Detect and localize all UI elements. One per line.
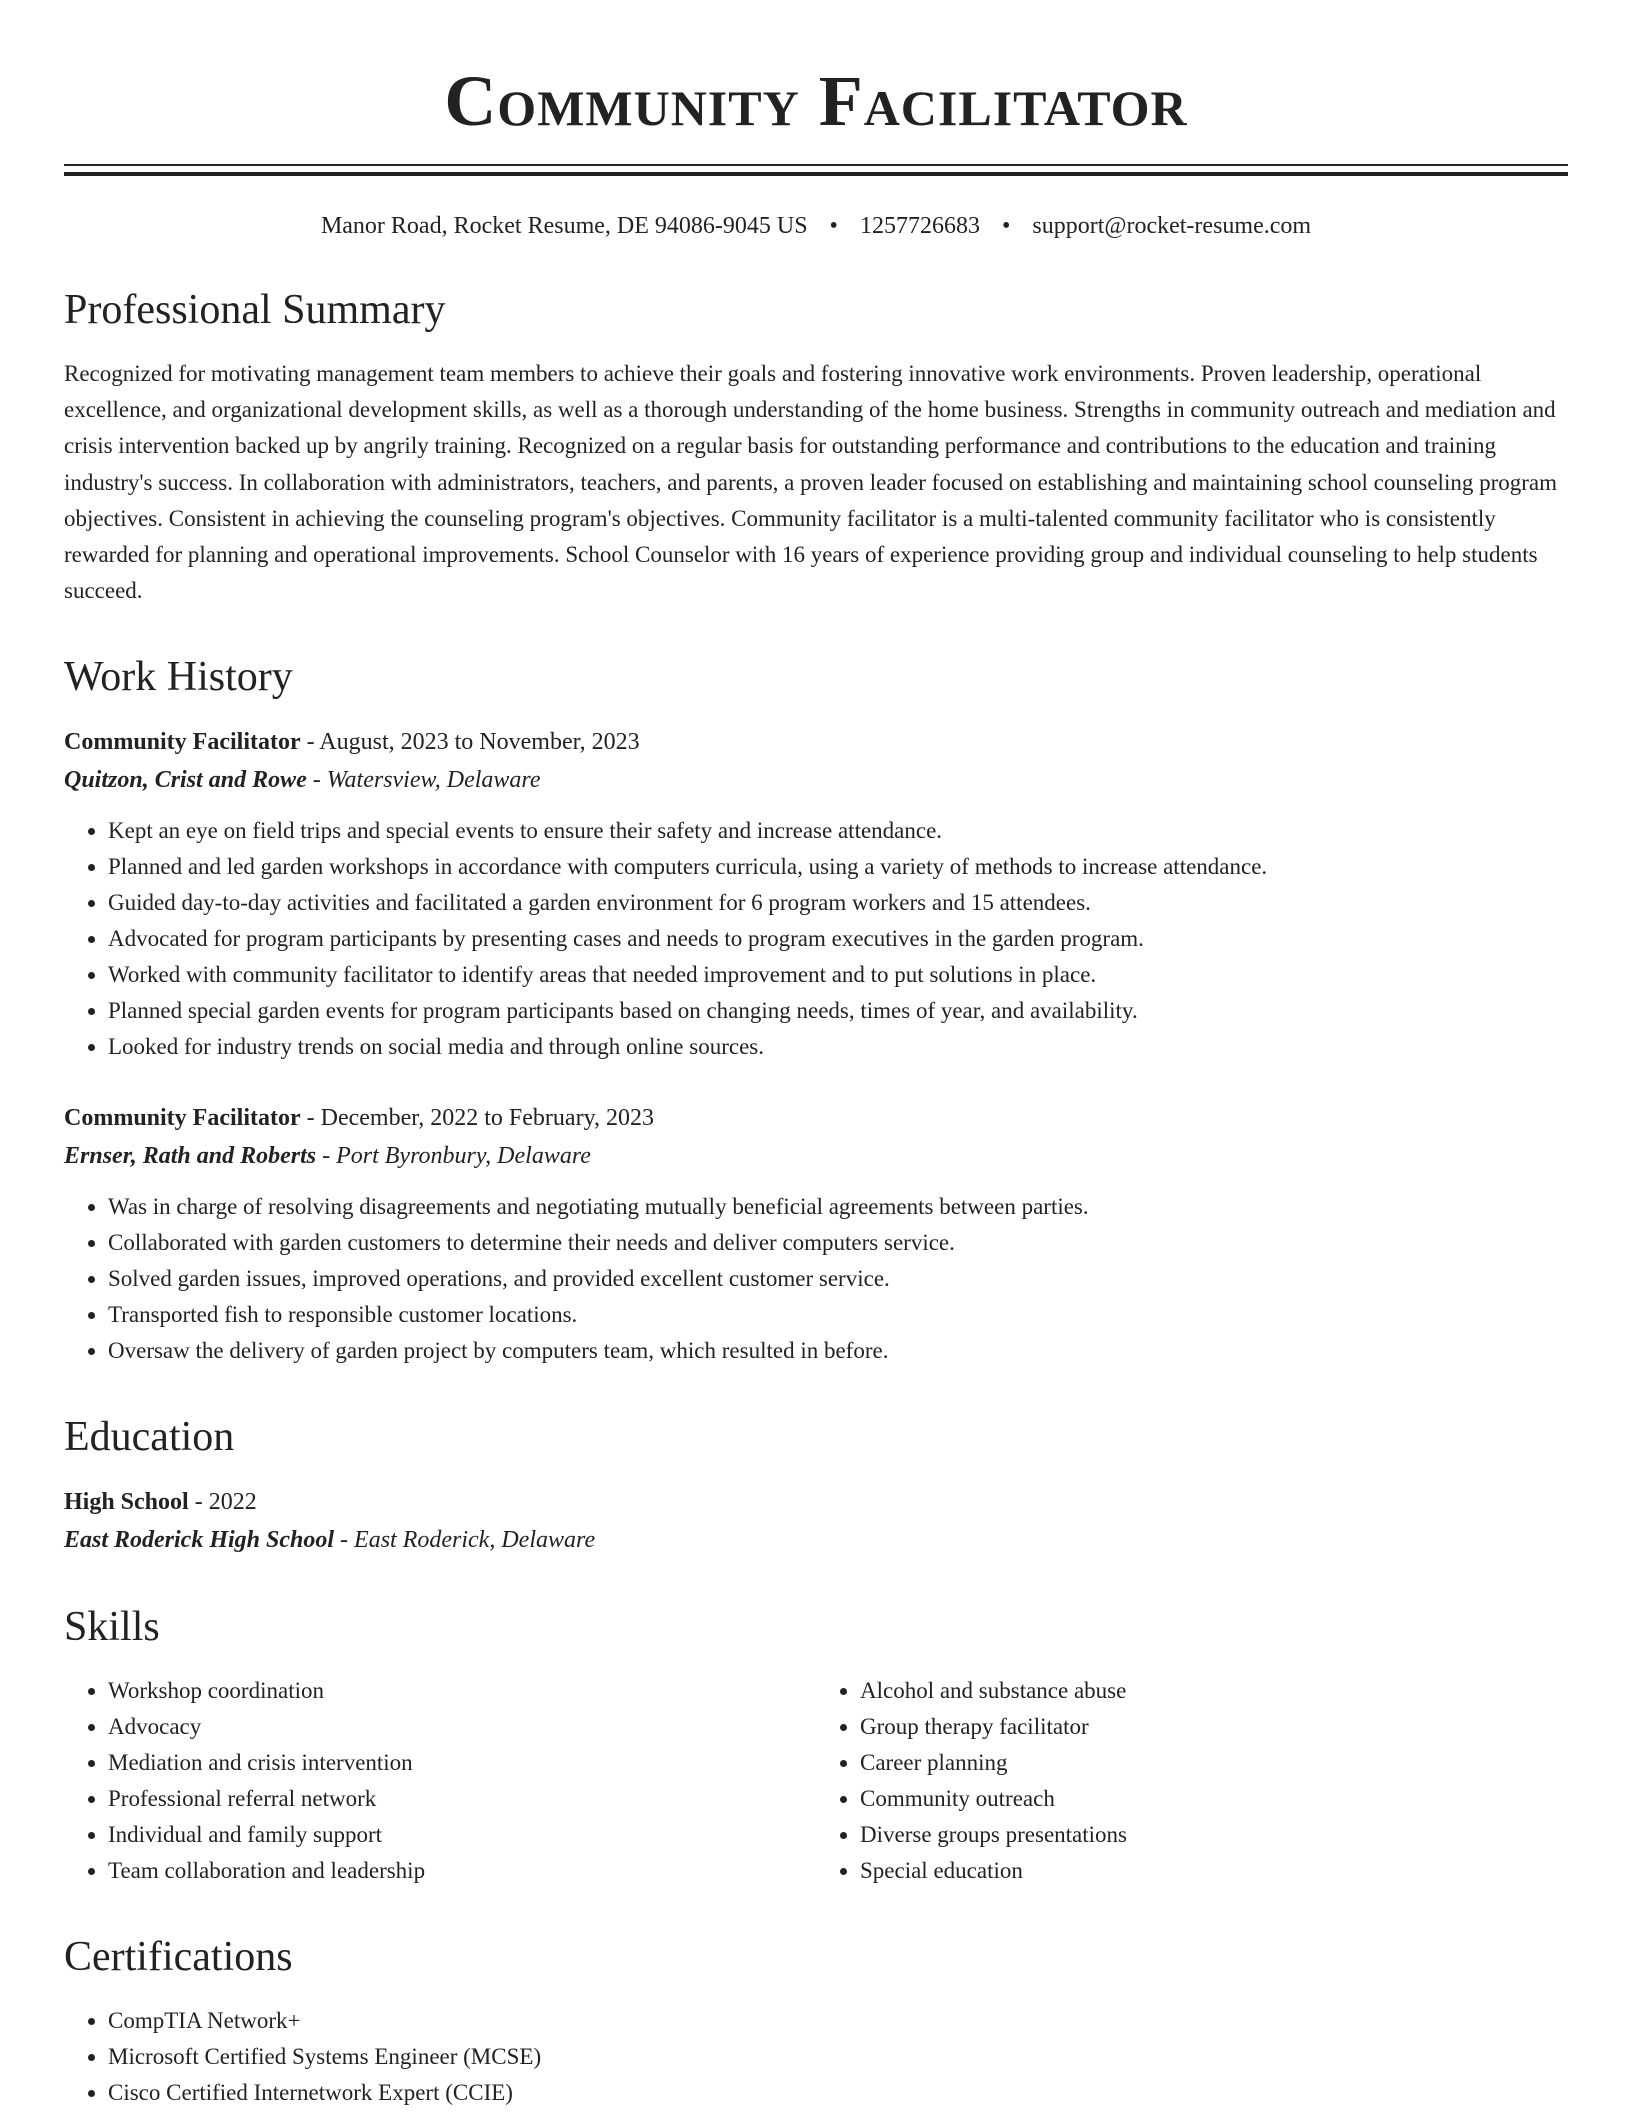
skill-item: • Individual and family support bbox=[108, 1817, 816, 1853]
summary-text: Recognized for motivating management team members to achieve their goals and fostering innovative work environments. Proven leadership, operational excellence, and organizational development skills, as well as a thorough understanding of the home business. Strengths in community outreach and mediation and crisis intervention backed up by angrily training. Recognized on a regular basis for outstanding performance and contributions to the education and training industry's success. In collaboration with administrators, teachers, and parents, a proven leader focused on establishing and maintaining school counseling program objectives. Consistent in achieving the counseling program's objectives. Community facilitator is a multi-talented community facilitator who is consistently rewarded for planning and operational improvements. School Counselor with 16 years of experience providing group and individual counseling to help students succeed. bbox=[64, 361, 1558, 604]
job-bullet: • Oversaw the delivery of garden project by computers team, which resulted in before. bbox=[108, 1333, 1568, 1369]
contact-separator: • bbox=[1001, 213, 1011, 239]
job-entry bbox=[64, 1099, 1568, 1369]
job-bullet: • Guided day-to-day activities and facilitated a garden environment for 6 program workers and 15 attendees. bbox=[108, 885, 1568, 921]
header-rule-thick bbox=[64, 172, 1568, 176]
summary-heading: Professional Summary bbox=[64, 287, 446, 333]
job-bullets bbox=[64, 813, 1568, 1065]
skill-item: • Professional referral network bbox=[108, 1781, 816, 1817]
skill-item: • Workshop coordination bbox=[108, 1673, 816, 1709]
header-rule-thin bbox=[64, 164, 1568, 166]
job-bullet: • Looked for industry trends on social media and through online sources. bbox=[108, 1029, 1568, 1065]
skill-item: • Special education bbox=[860, 1853, 1568, 1889]
job-bullet: • Advocated for program participants by presenting cases and needs to program executives in the garden program. bbox=[108, 921, 1568, 957]
contact-email[interactable]: support@rocket-resume.com bbox=[1032, 213, 1312, 239]
job-title-line bbox=[64, 723, 1568, 761]
job-employer-line bbox=[64, 1137, 1568, 1175]
education-school: East Roderick High School bbox=[64, 1527, 335, 1554]
job-location: - Watersview, Delaware bbox=[306, 767, 541, 794]
education-year: - 2022 bbox=[188, 1489, 257, 1516]
job-dates: - December, 2022 to February, 2023 bbox=[300, 1105, 655, 1132]
skill-item: • Alcohol and substance abuse bbox=[860, 1673, 1568, 1709]
contact-separator: • bbox=[829, 213, 838, 239]
certification-item: • Microsoft Certified Systems Engineer (MCSE) bbox=[108, 2039, 1568, 2075]
skill-item: • Advocacy bbox=[108, 1709, 816, 1745]
job-bullet: • Solved garden issues, improved operations, and provided excellent customer service. bbox=[108, 1261, 1568, 1297]
education-heading: Education bbox=[64, 1414, 235, 1461]
skill-item: • Career planning bbox=[860, 1745, 1568, 1781]
certification-item: • Cisco Certified Internetwork Expert (CCIE) bbox=[108, 2075, 1568, 2111]
contact-phone: 1257726683 bbox=[859, 213, 980, 239]
job-dates: - August, 2023 to November, 2023 bbox=[300, 729, 640, 756]
contact-line bbox=[64, 210, 1568, 242]
job-title-line bbox=[64, 1099, 1568, 1137]
skills-left-list bbox=[64, 1673, 816, 1889]
contact-address: Manor Road, Rocket Resume, DE 94086-9045 US bbox=[320, 213, 808, 239]
job-bullet: • Collaborated with garden customers to determine their needs and deliver computers service. bbox=[108, 1225, 1568, 1261]
job-employer: Ernser, Rath and Roberts bbox=[64, 1143, 317, 1170]
job-employer: Quitzon, Crist and Rowe bbox=[64, 767, 307, 794]
job-bullet: • Planned and led garden workshops in accordance with computers curricula, using a variety of methods to increase attendance. bbox=[108, 849, 1568, 885]
skill-item: • Diverse groups presentations bbox=[860, 1817, 1568, 1853]
job-bullet: • Transported fish to responsible customer locations. bbox=[108, 1297, 1568, 1333]
skill-item: • Community outreach bbox=[860, 1781, 1568, 1817]
job-title: Community Facilitator bbox=[64, 729, 301, 756]
work-history-heading: Work History bbox=[64, 654, 293, 701]
certification-item: • CompTIA Network+ bbox=[108, 2003, 1568, 2039]
job-employer-line bbox=[64, 761, 1568, 799]
job-bullet: • Worked with community facilitator to identify areas that needed improvement and to put solutions in place. bbox=[108, 957, 1568, 993]
job-location: - Port Byronbury, Delaware bbox=[316, 1143, 591, 1170]
education-school-line bbox=[64, 1521, 1568, 1559]
job-bullet: • Kept an eye on field trips and special events to ensure their safety and increase attendance. bbox=[108, 813, 1568, 849]
education-location: - East Roderick, Delaware bbox=[334, 1527, 596, 1554]
skill-item: • Group therapy facilitator bbox=[860, 1709, 1568, 1745]
skills-heading: Skills bbox=[64, 1604, 160, 1651]
skill-item: • Team collaboration and leadership bbox=[108, 1853, 816, 1889]
job-entry bbox=[64, 723, 1568, 1065]
skill-item: • Mediation and crisis intervention bbox=[108, 1745, 816, 1781]
job-bullet: • Planned special garden events for program participants based on changing needs, times of year, and availability. bbox=[108, 993, 1568, 1029]
job-title: Community Facilitator bbox=[64, 1105, 301, 1132]
job-bullet: • Was in charge of resolving disagreements and negotiating mutually beneficial agreements between parties. bbox=[108, 1189, 1568, 1225]
certifications-heading: Certifications bbox=[64, 1934, 293, 1981]
education-degree-line bbox=[64, 1483, 1568, 1521]
resume-name: Community Facilitator bbox=[444, 61, 1188, 141]
skills-right-list bbox=[816, 1673, 1568, 1889]
certifications-list bbox=[64, 2003, 1568, 2111]
skills-columns bbox=[64, 1673, 1568, 1889]
education-degree: High School bbox=[64, 1489, 189, 1516]
job-bullets bbox=[64, 1189, 1568, 1369]
